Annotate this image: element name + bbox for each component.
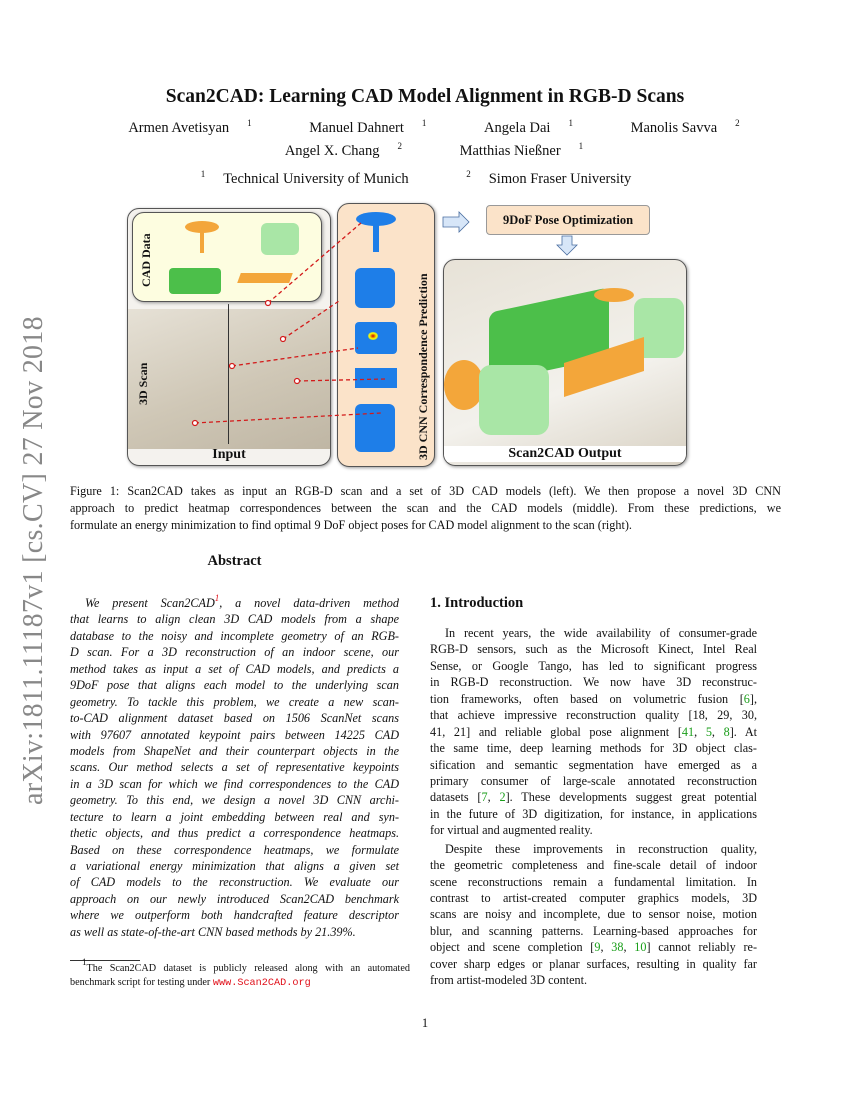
text-line: of CAD models to the reconstruction. We evaluate our bbox=[70, 875, 399, 890]
pose-optimization-box: 9DoF Pose Optimization bbox=[486, 205, 650, 235]
affiliation: $^2$ Simon Fraser University bbox=[466, 169, 632, 187]
text-line: contrast to artist-created computer graphics models, 3D bbox=[430, 891, 757, 905]
abstract-heading: Abstract bbox=[207, 553, 262, 569]
affiliations bbox=[0, 171, 850, 188]
paper-title: Scan2CAD: Learning CAD Model Alignment in RGB-D Scans bbox=[165, 86, 685, 107]
text-line: tecture to learn a joint embedding between real and syn- bbox=[70, 809, 399, 824]
text-line: Based on these correspondence heatmaps, we formulate bbox=[70, 842, 399, 857]
output-panel bbox=[443, 259, 687, 466]
intro-body bbox=[430, 625, 757, 989]
output-label: Scan2CAD Output bbox=[444, 446, 686, 462]
text-line: 41, 21] and reliable global pose alignment [41, 5, 8]. At bbox=[430, 724, 758, 739]
text-line: from artist-modeled 3D content. bbox=[430, 973, 588, 988]
text-line: scans are noisy and incomplete, due to sensor noise, motion bbox=[430, 907, 757, 922]
text-line: that achieve impressive reconstruction quality [18, 29, 30, bbox=[430, 708, 757, 723]
text-line: in the future of 3D digitization, for instance, in applications bbox=[430, 806, 757, 821]
dataset-link[interactable]: www.Scan2CAD.org bbox=[212, 978, 311, 989]
affiliation: $^1$ Technical University of Munich bbox=[200, 169, 409, 187]
text-line: that learns to align clean 3D CAD models from a shape bbox=[70, 612, 399, 627]
footnote-text: benchmark script for testing under bbox=[70, 977, 211, 988]
text-line: sification and semantic segmentation have emerged as a bbox=[430, 757, 757, 772]
text-line: database to the noisy and incomplete geometry of an RGB- bbox=[70, 628, 399, 643]
text-line: method takes as input a set of CAD models, and predicts a bbox=[70, 661, 399, 676]
text-line: in RGB-D reconstruction. We now have 3D reconstruc- bbox=[430, 675, 757, 690]
footnote-rule bbox=[70, 960, 140, 961]
author: Matthias Nießner $^1$ bbox=[459, 141, 584, 159]
text-line: In recent years, the wide availability of consumer-grade bbox=[445, 626, 757, 640]
output-round-table bbox=[594, 288, 634, 302]
input-label: Input bbox=[212, 447, 246, 462]
abstract-body bbox=[70, 595, 399, 940]
arrow-line bbox=[195, 413, 381, 423]
text-line: We present Scan2CAD$^1$, a novel data-driven method bbox=[85, 593, 399, 610]
arrow-right-icon bbox=[443, 212, 469, 232]
arrow-line bbox=[297, 379, 385, 381]
text-line: to-CAD alignment dataset based on 1506 ScanNet scans bbox=[70, 711, 399, 726]
authors-row-2 bbox=[0, 143, 850, 160]
author: Manuel Dahnert $^1$ bbox=[309, 118, 427, 136]
arrow-line bbox=[283, 301, 339, 339]
text-line: RGB-D sensors, such as the Microsoft Kinect, Intel Real bbox=[430, 642, 757, 657]
arxiv-identifier: arXiv:1811.11187v1 [cs.CV] 27 Nov 2018 bbox=[18, 316, 49, 805]
text-line: object and scene completion [9, 38, 10] cannot reliably re- bbox=[430, 940, 758, 955]
text-line: datasets [7, 2]. These developments suggest great potential bbox=[430, 790, 757, 805]
caption-line: approach to predict heatmap correspondences between the scan and the CAD models (middle). From these predictions, we bbox=[70, 501, 781, 515]
author: Angela Dai $^1$ bbox=[484, 118, 573, 136]
figure-caption bbox=[70, 483, 781, 534]
text-line: 9DoF pose that aligns each model to the underlying scan bbox=[70, 678, 399, 693]
text-line: D scan. For a 3D reconstruction of an indoor scene, our bbox=[70, 645, 399, 660]
text-line: with 97607 annotated keypoint pairs between 14225 CAD bbox=[70, 727, 399, 742]
text-line: tion frameworks, often based on volumetric fusion [6], bbox=[430, 691, 757, 706]
text-line: primary consumer of large-scale annotated reconstruction bbox=[430, 773, 757, 788]
scan-label: 3D Scan bbox=[136, 362, 150, 405]
text-line: Sense, or Google Tango, has led to significant progress bbox=[430, 658, 757, 673]
author: Armen Avetisyan $^1$ bbox=[128, 118, 252, 136]
text-line: Despite these improvements in reconstruction quality, bbox=[445, 841, 757, 856]
text-line: thetic objects, and thus predict a correspondence heatmaps. bbox=[70, 826, 399, 841]
text-line: blur, and scanning patterns. Learning-based approaches for bbox=[430, 923, 757, 938]
arrow-line bbox=[268, 223, 361, 303]
figure-1 bbox=[125, 203, 685, 468]
text-line: the geometric completeness and fine-scale detail of indoor bbox=[430, 858, 757, 873]
output-side-table bbox=[444, 360, 484, 410]
author: Manolis Savva $^2$ bbox=[630, 118, 740, 136]
text-line: cover sharp edges or planar surfaces, resulting in quality far bbox=[430, 956, 757, 971]
page-number: 1 bbox=[421, 1016, 429, 1030]
text-line: in a 3D scan for which we find correspondences to the CAD bbox=[70, 776, 399, 791]
text-line: approach on our newly introduced Scan2CAD benchmark bbox=[70, 891, 399, 906]
text-line: where we outperform both handcrafted feature descriptor bbox=[70, 908, 399, 923]
text-line: as well as state-of-the-art CNN based methods by 21.39%. bbox=[70, 924, 356, 939]
text-line: geometry. To this end, we design a novel 3D CNN archi- bbox=[70, 793, 399, 808]
caption-line: Figure 1: Scan2CAD takes as input an RGB-D scan and a set of 3D CAD models (left). We then propose a novel 3D CNN bbox=[70, 484, 781, 498]
text-line: the same time, deep learning methods for 3D object clas- bbox=[430, 741, 757, 756]
authors-row-1 bbox=[0, 120, 850, 137]
arrow-down-icon bbox=[557, 236, 577, 255]
text-line: geometry. To tackle this problem, we create a new scan- bbox=[70, 694, 399, 709]
footnote-text: The Scan2CAD dataset is publicly released along with an automated bbox=[86, 963, 410, 974]
cad-data-label: CAD Data bbox=[139, 233, 153, 287]
footnote bbox=[70, 957, 410, 991]
footnote-number: 1 bbox=[82, 957, 87, 967]
text-line: scene reconstructions remain a fundamental limitation. In bbox=[430, 874, 757, 889]
intro-heading: 1. Introduction bbox=[430, 595, 524, 611]
output-armchair-2 bbox=[479, 365, 549, 435]
caption-line: formulate an energy minimization to find optimal 9 DoF object poses for CAD model alignment to the scan (right). bbox=[70, 518, 632, 532]
arrow-line bbox=[232, 348, 358, 366]
text-line: scans. Our method selects a set of representative keypoints bbox=[70, 760, 399, 775]
cnn-label: 3D CNN Correspondence Prediction bbox=[416, 273, 430, 460]
text-line: a variational energy minimization that aligns a given set bbox=[70, 859, 399, 873]
text-line: models from ShapeNet and their counterpart objects in the bbox=[70, 743, 399, 758]
text-line: for virtual and augmented reality. bbox=[430, 823, 593, 838]
author: Angel X. Chang $^2$ bbox=[284, 141, 402, 159]
